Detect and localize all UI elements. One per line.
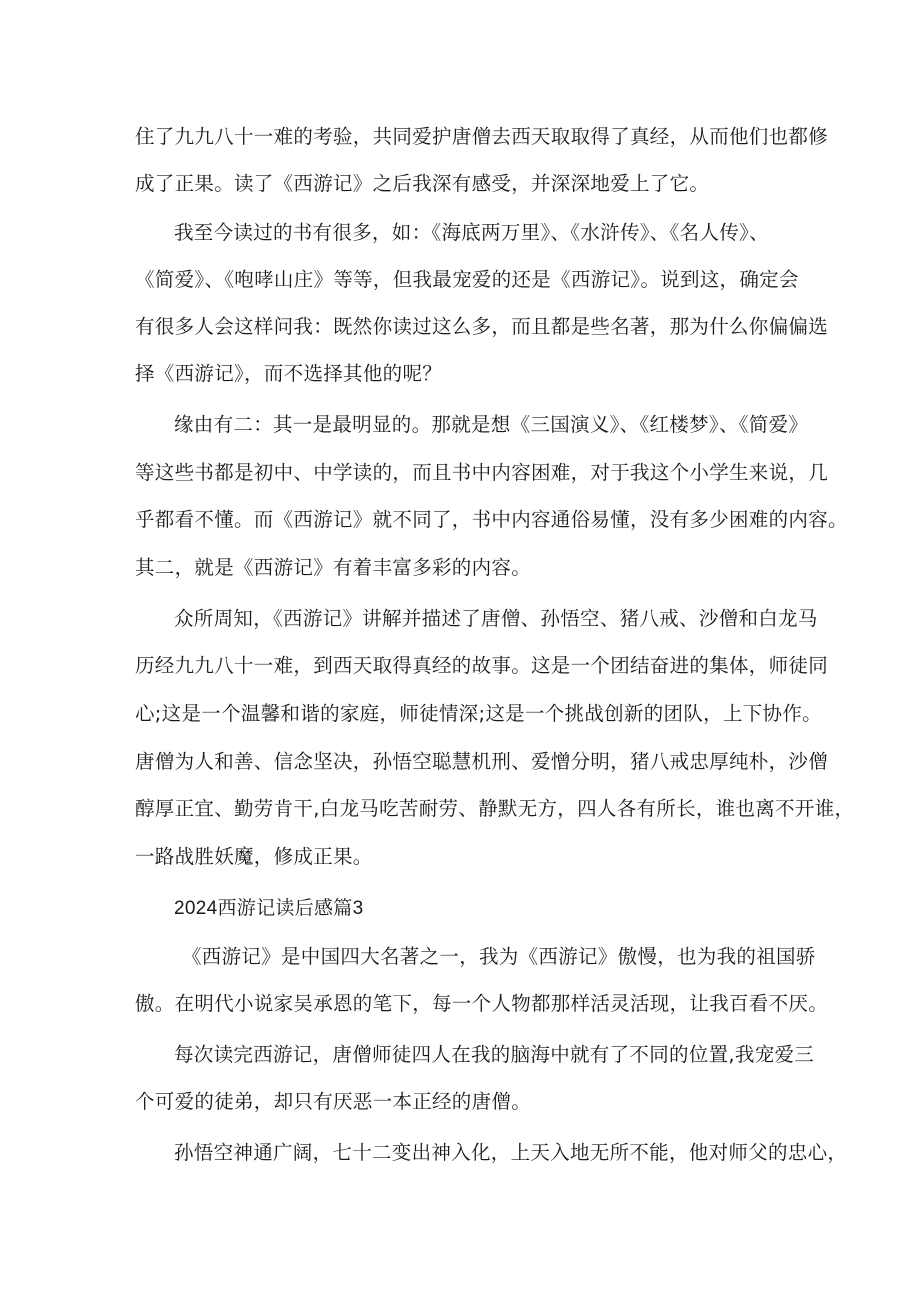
section-heading: 2024西游记读后感篇3	[174, 898, 364, 919]
text-line: 成了正果。读了《西游记》之后我深有感受，并深深地爱上了它。	[135, 172, 710, 195]
text-line: 我至今读过的书有很多，如：《海底两万里》、《水浒传》、《名人传》、	[174, 221, 769, 244]
text-line: 《西游记》是中国四大名著之一，我为《西游记》傲慢，也为我的祖国骄	[182, 945, 816, 968]
text-line: 心;这是一个温馨和谐的家庭，师徒情深;这是一个挑战创新的团队，上下协作。	[135, 702, 822, 725]
text-line: 傲。在明代小说家吴承恩的笔下，每一个人物都那样活灵活现，让我百看不厌。	[135, 992, 829, 1015]
text-line: 住了九九八十一难的考验，共同爱护唐僧去西天取取得了真经，从而他们也都修	[135, 125, 829, 148]
text-line: 孙悟空神通广阔，七十二变出神入化，上天入地无所不能，他对师父的忠心，	[174, 1141, 848, 1164]
text-line: 缘由有二：其一是最明显的。那就是想《三国演义》、《红楼梦》、《简爱》	[174, 413, 809, 436]
text-line: 每次读完西游记，唐僧师徒四人在我的脑海中就有了不同的位置,我宠爱三	[174, 1043, 815, 1066]
text-line: 个可爱的徒弟，却只有厌恶一本正经的唐僧。	[135, 1090, 532, 1113]
text-line: 一路战胜妖魔，修成正果。	[135, 845, 373, 868]
text-line: 历经九九八十一难，到西天取得真经的故事。这是一个团结奋进的集体，师徒同	[135, 654, 829, 677]
text-line: 《简爱》、《咆哮山庄》等等，但我最宠爱的还是《西游记》。说到这，确定会	[135, 268, 799, 291]
text-line: 乎都看不懂。而《西游记》就不同了，书中内容通俗易懂，没有多少困难的内容。	[135, 508, 848, 531]
text-line: 唐僧为人和善、信念坚决，孙悟空聪慧机刑、爱憎分明，猪八戒忠厚纯朴，沙僧	[135, 750, 829, 773]
text-line: 等这些书都是初中、中学读的，而且书中内容困难，对于我这个小学生来说，几	[135, 461, 829, 484]
text-line: 众所周知，《西游记》讲解并描述了唐僧、孙悟空、猪八戒、沙僧和白龙马	[174, 607, 818, 630]
text-line: 择《西游记》，而不选择其他的呢？	[135, 362, 443, 385]
text-line: 有很多人会这样问我：既然你读过这么多，而且都是些名著，那为什么你偏偏选	[135, 315, 829, 338]
text-line: 其二，就是《西游记》有着丰富多彩的内容。	[135, 556, 532, 579]
text-line: 醇厚正宜、勤劳肯干,白龙马吃苦耐劳、静默无方，四人各有所长，谁也离不开谁，	[135, 797, 855, 820]
